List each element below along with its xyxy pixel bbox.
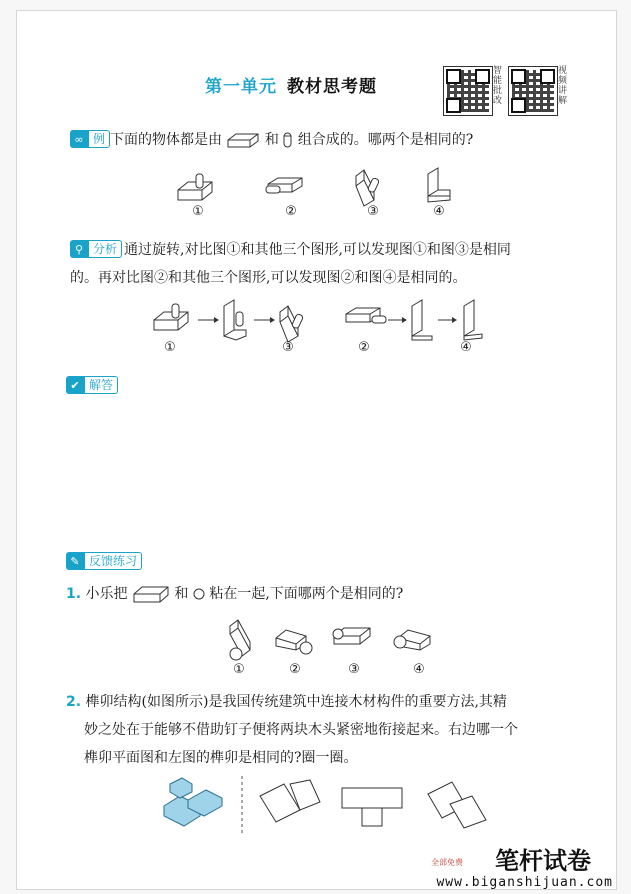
analysis-label-1: ①	[164, 340, 176, 355]
magnifier-icon: ⚲	[70, 240, 88, 258]
title-label: 教材思考题	[287, 77, 377, 97]
tenon-model	[164, 778, 222, 826]
example-label-2: ②	[285, 204, 297, 219]
question-2-line-1: 2. 榫卯结构(如图所示)是我国传统建筑中连接木材构件的重要方法,其精	[66, 694, 507, 710]
plan-option-3	[428, 782, 486, 828]
analysis-line-1: 通过旋转,对比图①和其他三个图形,可以发现图①和图③是相同	[124, 242, 511, 258]
example-figure-4	[428, 168, 450, 202]
sphere-icon	[193, 588, 205, 600]
cuboid-icon	[132, 585, 170, 603]
q1-label-4: ④	[413, 662, 425, 677]
question-1: 1. 小乐把 和 粘在一起,下面哪两个是相同的?	[66, 586, 404, 602]
qr-video-label: 视频讲解	[558, 66, 568, 106]
analysis-label-3: ③	[282, 340, 294, 355]
q1-figure-3	[333, 628, 370, 644]
brand-logo: 笔杆试卷	[495, 847, 591, 875]
free-badge: 全部免费	[431, 858, 463, 867]
answer-tag: ✔ 解答	[66, 376, 118, 394]
analysis-tag: ⚲ 分析	[70, 240, 122, 258]
example-figure-2	[266, 178, 302, 193]
question-2-line-3: 榫卯平面图和左图的榫卯是相同的?圈一圈。	[84, 750, 358, 766]
check-icon: ✔	[66, 376, 84, 394]
pencil-icon: ✎	[66, 552, 84, 570]
example-label-4: ④	[433, 204, 445, 219]
qr-code-marking[interactable]	[443, 66, 493, 116]
example-label-1: ①	[192, 204, 204, 219]
example-tag: ∞ 例	[70, 130, 110, 148]
analysis-label-4: ④	[460, 340, 472, 355]
page-title	[205, 72, 377, 97]
q1-figure-1	[230, 620, 250, 660]
plan-option-2	[342, 788, 402, 826]
q1-label-2: ②	[289, 662, 301, 677]
q1-figure-4	[394, 630, 430, 650]
example-figure-1	[178, 174, 212, 200]
q1-figure-2	[276, 630, 312, 654]
analysis-label-2: ②	[358, 340, 370, 355]
example-label-3: ③	[367, 204, 379, 219]
cuboid-icon	[226, 132, 260, 148]
example-figures	[170, 168, 470, 210]
answer-area[interactable]	[66, 400, 586, 540]
qr-marking-label: 智能批改	[493, 66, 503, 106]
analysis-left-sequence	[154, 300, 304, 342]
example-figure-3	[356, 170, 380, 206]
qr-code-video[interactable]	[508, 66, 558, 116]
cylinder-icon	[283, 132, 293, 148]
q1-label-1: ①	[233, 662, 245, 677]
question-2-line-2: 妙之处在于能够不借助钉子便将两块木头紧密地衔接起来。右边哪一个	[84, 722, 518, 738]
feedback-tag: ✎ 反馈练习	[66, 552, 142, 570]
example-question: 下面的物体都是由 和 组合成的。哪两个是相同的?	[110, 132, 474, 148]
site-url[interactable]: www.biganshijuan.com	[436, 875, 613, 890]
q1-figures	[226, 618, 436, 662]
q1-label-3: ③	[348, 662, 360, 677]
analysis-line-2: 的。再对比图②和其他三个图形,可以发现图②和图④是相同的。	[70, 270, 467, 286]
q2-figures	[160, 776, 500, 836]
analysis-figures	[150, 300, 490, 344]
link-icon: ∞	[70, 130, 88, 148]
analysis-right-sequence	[346, 300, 482, 340]
unit-label: 第一单元	[205, 77, 277, 97]
plan-option-1	[260, 780, 320, 822]
